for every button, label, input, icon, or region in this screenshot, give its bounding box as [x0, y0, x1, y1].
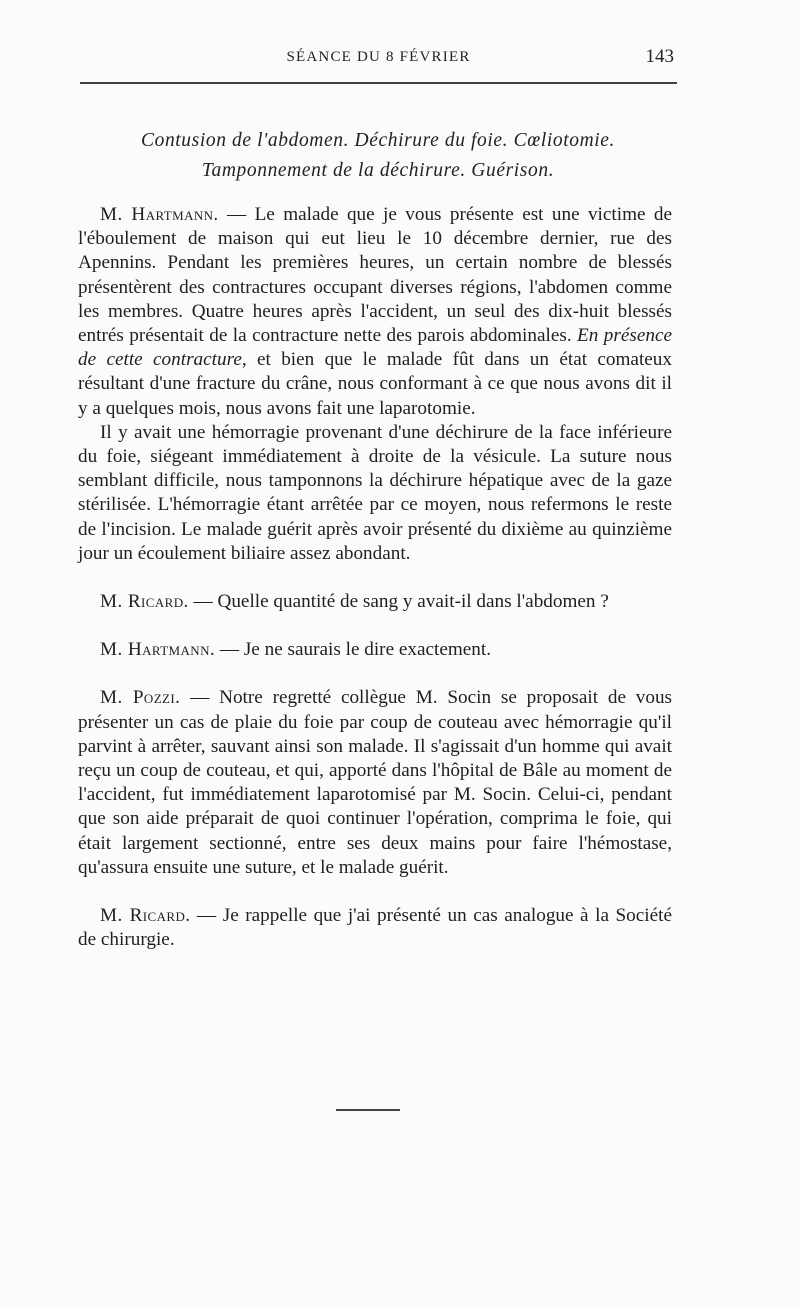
paragraph-text: — Notre regretté collègue M. Socin se proposait de vous présenter un cas de plaie du foie par coup de couteau avec hémorragie qu'il parvint à arrêter, sauvant ainsi son malade. Il s'agissait d'un homme qui avait reçu un coup de couteau, et qui, apporté dans l'hôpital de Bâle au moment de l'accident, fut immédiatement laparotomisé par M. Socin. Celui-ci, pendant que son aide préparait de quoi continuer l'opération, comprima le foie, qui était largement sectionné, entre ses deux mains pour faire l'hémostase, qu'assura ensuite une suture, et le malade guérit. [78, 687, 673, 878]
paragraph-text-continued: , et bien que le malade fût dans un état comateux résultant d'une fracture du crâne, nous conformant à ce que nous avons dit il y a quelques mois, nous avons fait une laparotomie. [78, 349, 672, 419]
speaker-name: M. Pozzi. [100, 687, 181, 709]
speaker-name: M. Hartmann. [100, 639, 216, 661]
closing-rule [336, 1109, 400, 1111]
emphasized-text: En présence de cette contracture [78, 325, 672, 371]
section-title-line-1: Contusion de l'abdomen. Déchirure du foie. Cœliotomie. [140, 130, 615, 151]
paragraph-hartmann-answer [78, 638, 672, 662]
paragraph-text: — Je rappelle que j'ai présenté un cas analogue à la Société de chirurgie. [78, 905, 672, 951]
paragraph-text: Il y avait une hémorragie provenant d'une déchirure de la face inférieure du foie, siégeant immédiatement à droite de la vésicule. La suture nous semblant difficile, nous tamponnons la déchirure hépatique avec de la gaze stérilisée. L'hémorragie étant arrêtée par ce moyen, nous refermons le reste de l'incision. Le malade guérit après avoir présenté du dixième au quinzième jour un écoulement biliaire assez abondant. [78, 421, 672, 564]
page-number: 143 [645, 46, 674, 67]
speaker-name: M. Hartmann. [100, 204, 219, 225]
paragraph-text: — Le malade que je vous présente est une victime de l'éboulement de maison qui eut lieu le 10 décembre dernier, rue des Apennins. Pendant les premières heures, un certain nombre de blessés présentèrent des contractures occupant diverses régions, l'abdomen comme les membres. Quatre heures après l'accident, un seul des dix-huit blessés entrés présentait de la contracture nette des parois abdominales. [78, 204, 672, 347]
speaker-name: M. Ricard. [100, 591, 189, 613]
paragraph-text: — Je ne saurais le dire exactement. [215, 639, 492, 661]
running-head [80, 44, 677, 70]
paragraph-ricard-remark [78, 904, 672, 952]
paragraph-hartmann-continued [78, 421, 672, 566]
paragraph-hartmann-report [78, 203, 672, 421]
header-rule [80, 82, 677, 84]
section-title-line-2: Tamponnement de la déchirure. Guérison. [201, 160, 555, 181]
section-title [78, 126, 678, 186]
body-text [78, 203, 672, 952]
paragraph-ricard-question [78, 590, 672, 614]
paragraph-pozzi [78, 686, 672, 880]
speaker-name: M. Ricard. [100, 905, 191, 927]
paragraph-text: — Quelle quantité de sang y avait-il dans l'abdomen ? [188, 591, 609, 613]
running-title: SÉANCE DU 8 FÉVRIER [286, 49, 471, 65]
